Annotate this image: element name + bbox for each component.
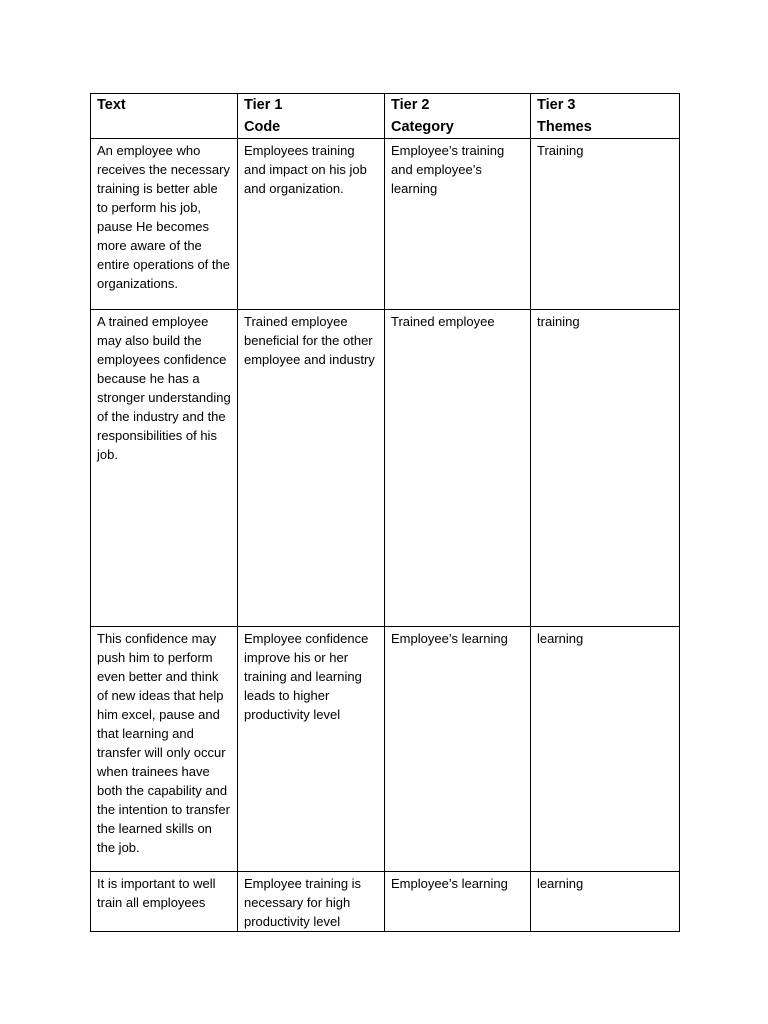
cell-category: Employee’s learning	[385, 872, 531, 932]
cell-theme: training	[531, 310, 680, 627]
cell-theme: learning	[531, 627, 680, 872]
cell-code: Employees training and impact on his job and organization.	[238, 139, 385, 310]
header-text	[91, 94, 238, 139]
header-tier2	[385, 94, 531, 139]
cell-code: Employee confidence improve his or her training and learning leads to higher productivity level	[238, 627, 385, 872]
header-tier3-sublabel: Themes	[537, 119, 592, 135]
cell-category: Trained employee	[385, 310, 531, 627]
cell-category: Employee’s learning	[385, 627, 531, 872]
coding-table	[90, 93, 680, 932]
cell-theme: Training	[531, 139, 680, 310]
table-row	[91, 139, 680, 310]
cell-text: This confidence may push him to perform even better and think of new ideas that help him excel, pause and that learning and transfer will only occur when trainees have both the capability and the intention to transfer the learned skills on the job.	[91, 627, 238, 872]
cell-text: An employee who receives the necessary training is better able to perform his job, pause He becomes more aware of the entire operations of the organizations.	[91, 139, 238, 310]
cell-code: Employee training is necessary for high productivity level	[238, 872, 385, 932]
header-tier1-label: Tier 1	[244, 97, 283, 113]
cell-theme: learning	[531, 872, 680, 932]
table-header-row	[91, 94, 680, 139]
header-tier2-label: Tier 2	[391, 97, 430, 113]
table-row	[91, 310, 680, 627]
cell-code: Trained employee beneficial for the other employee and industry	[238, 310, 385, 627]
table-row	[91, 627, 680, 872]
header-tier3-label: Tier 3	[537, 97, 576, 113]
cell-text: It is important to well train all employees	[91, 872, 238, 932]
table-row	[91, 872, 680, 932]
header-tier3	[531, 94, 680, 139]
header-text-label: Text	[97, 97, 126, 113]
header-tier2-sublabel: Category	[391, 119, 454, 135]
cell-text: A trained employee may also build the employees confidence because he has a stronger understanding of the industry and the responsibilities of his job.	[91, 310, 238, 627]
header-tier1	[238, 94, 385, 139]
cell-category: Employee’s training and employee’s learning	[385, 139, 531, 310]
header-tier1-sublabel: Code	[244, 119, 281, 135]
